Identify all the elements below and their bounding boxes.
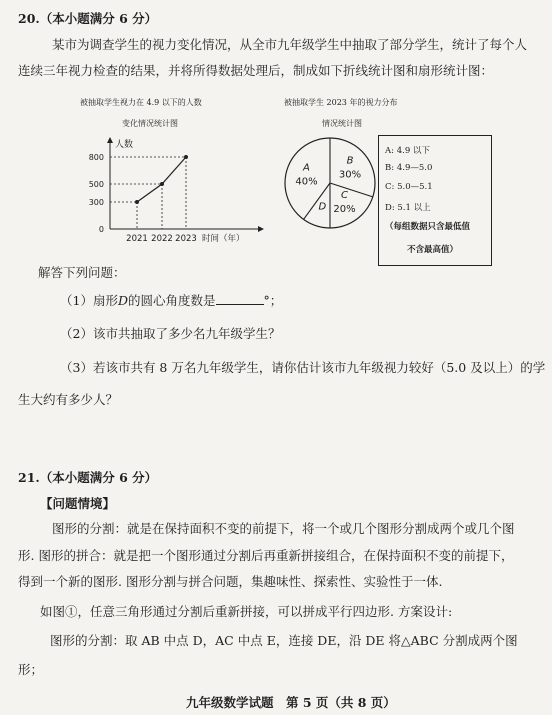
- q20-sub3-line2: 生大约有多少人？: [18, 392, 119, 407]
- q21-p1-line1: 图形的分割：就是在保持面积不变的前提下，将一个或几个图形分割成两个或几个图: [52, 521, 515, 536]
- legend-item: D: 5.1 以上: [385, 203, 431, 213]
- q21-p1-line2: 形. 图形的拼合：就是把一个图形通过分割后再重新拼接组合，在保持面积不变的前提下，: [18, 548, 514, 563]
- q20-header: 20.（本小题满分 6 分）: [18, 11, 158, 26]
- x-tick-label: 2023: [175, 234, 197, 244]
- y-axis-label: 人数: [115, 140, 134, 150]
- legend-note-1: （每组数据只含最低值: [385, 222, 471, 232]
- q21-section: 【问题情境】: [40, 496, 116, 511]
- q20-task: 解答下列问题：: [38, 265, 126, 280]
- q20-sub2: （2）该市共抽取了多少名九年级学生？: [60, 326, 281, 341]
- slice-label: C: [341, 190, 349, 202]
- line-chart-caption-1: 被抽取学生视力在 4.9 以下的人数: [80, 98, 202, 107]
- slice-label: D: [318, 201, 327, 213]
- legend-item: A: 4.9 以下: [385, 146, 430, 156]
- slice-label: B: [346, 155, 354, 167]
- pie-chart: [275, 128, 385, 238]
- y-tick-label: 800: [88, 153, 104, 162]
- q20-sub1: （1）扇形D的圆心角度数是 °；: [60, 293, 283, 308]
- data-point: [135, 200, 139, 204]
- q20-intro-line2: 连续三年视力检查的结果，并将所得数据处理后，制成如下折线统计图和扇形统计图：: [18, 63, 494, 78]
- x-tick-label: 2021: [126, 234, 148, 244]
- data-point: [184, 155, 188, 159]
- slice-percent: 20%: [333, 204, 356, 216]
- x-tick-label: 2022: [151, 234, 173, 244]
- y-axis-arrow: [107, 137, 113, 143]
- data-point: [160, 182, 164, 186]
- slice-label: A: [303, 162, 310, 174]
- y-tick-label: 300: [88, 198, 104, 207]
- page-footer: 九年级数学试题 第 5 页（共 8 页）: [186, 695, 396, 710]
- q20-intro-line1: 某市为调查学生的视力变化情况，从全市九年级学生中抽取了部分学生，统计了每个人: [52, 37, 528, 52]
- pie-chart-caption-2: 情况统计图: [322, 119, 362, 128]
- legend-item: B: 4.9—5.0: [385, 163, 433, 173]
- x-axis-arrow: [258, 226, 264, 232]
- y-tick-label: 500: [88, 180, 104, 189]
- slice-percent: 40%: [295, 176, 318, 188]
- x-axis-label: 时间（年）: [202, 234, 245, 244]
- slice-percent: 30%: [338, 169, 362, 181]
- q21-p1-line3: 得到一个新的图形. 图形分割与拼合问题，集趣味性、探索性、实验性于一体.: [18, 574, 443, 589]
- line-chart-caption-2: 变化情况统计图: [122, 119, 178, 128]
- legend-item: C: 5.0—5.1: [385, 182, 433, 192]
- series-line: [137, 157, 186, 202]
- legend-note-2: 不含最高值）: [407, 245, 459, 255]
- y-tick-label: 0: [98, 225, 104, 234]
- q20-sub3-line1: （3）若该市共有 8 万名九年级学生，请你估计该市九年级视力较好（5.0 及以上）的学: [60, 360, 546, 375]
- line-chart: [80, 128, 270, 248]
- pie-legend: [378, 135, 492, 266]
- q21-p3-line2: 形；: [18, 662, 44, 677]
- q21-p2: 如图①，任意三角形通过分割后重新拼接，可以拼成平行四边形. 方案设计:: [40, 604, 453, 619]
- q21-p3-line1: 图形的分割：取 AB 中点 D，AC 中点 E，连接 DE，沿 DE 将△ABC 分割成两个图: [50, 633, 518, 648]
- q21-header: 21.（本小题满分 6 分）: [18, 470, 158, 485]
- pie-chart-caption-1: 被抽取学生 2023 年的视力分布: [284, 98, 398, 107]
